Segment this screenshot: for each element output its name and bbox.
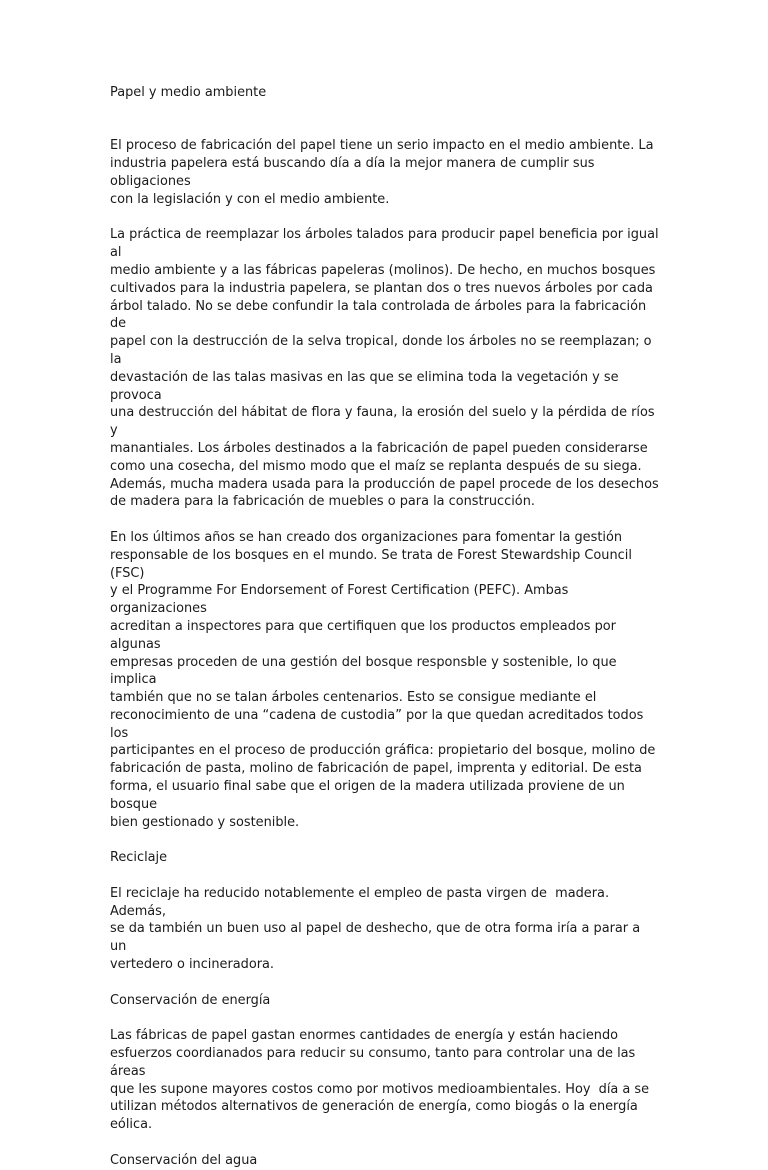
paragraph-intro: El proceso de fabricación del papel tiene un serio impacto en el medio ambiente. La industria papelera está buscando día a día la mejor manera de cumplir sus obligaciones con la legislación y con el medio ambiente. [110, 138, 654, 207]
paragraph-tree-replacement: La práctica de reemplazar los árboles talados para producir papel beneficia por igual al medio ambiente y a las fábricas papeleras (molinos). De hecho, en muchos bosques cultivados para la industria papelera, se plantan dos o tres nuevos árboles por cada árbol talado. No se debe confundir la tala controlada de árboles para la fabricación de papel con la destrucción de la selva tropical, donde los árboles no se reemplazan; o la devastación de las talas masivas en las que se elimina toda la vegetación y se provoca una destrucción del hábitat de flora y fauna, la erosión del suelo y la pérdida de ríos y manantiales. Los árboles destinados a la fabricación de papel pueden considerarse como una cosecha, del mismo modo que el maíz se replanta después de su siega. Además, mucha madera usada para la producción de papel procede de los desechos de madera para la fabricación de muebles o para la construcción. [110, 227, 659, 510]
paragraph-energia: Las fábricas de papel gastan enormes cantidades de energía y están haciendo esfuerzos coordianados para reducir su consumo, tanto para controlar una de las áreas que les supone mayores costos como por motivos medioambientales. Hoy día a se utilizan métodos alternativos de generación de energía, como biogás o la energía eólica. [110, 1028, 650, 1133]
document-body [110, 84, 660, 1170]
heading-reciclaje: Reciclaje [110, 850, 168, 866]
document-title: Papel y medio ambiente [110, 85, 267, 100]
heading-energia: Conservación de energía [110, 992, 271, 1008]
paragraph-certification: En los últimos años se han creado dos organizaciones para fomentar la gestión responsable de los bosques en el mundo. Se trata de Forest Stewardship Council (FSC) y el Programme For Endorsement of Forest Certification (PEFC). Ambas organizaciones acreditan a inspectores para que certifiquen que los productos empleados por algunas empresas proceden de una gestión del bosque responsble y sostenible, lo que implica también que no se talan árboles centenarios. Esto se consigue mediante el reconocimiento de una “cadena de custodia” por la que quedan acreditados todos los participantes en el proceso de producción gráfica: propietario del bosque, molino de fabricación de pasta, molino de fabricación de papel, imprenta y editorial. De esta forma, el usuario final sabe que el origen de la madera utilizada proviene de un bosque bien gestionado y sostenible. [110, 529, 656, 830]
heading-agua: Conservación del agua [110, 1152, 258, 1168]
paragraph-reciclaje: El reciclaje ha reducido notablemente el empleo de pasta virgen de madera. Además, se da también un buen uso al papel de deshecho, que de otra forma iría a parar a un vertedero o incineradora. [110, 885, 641, 973]
